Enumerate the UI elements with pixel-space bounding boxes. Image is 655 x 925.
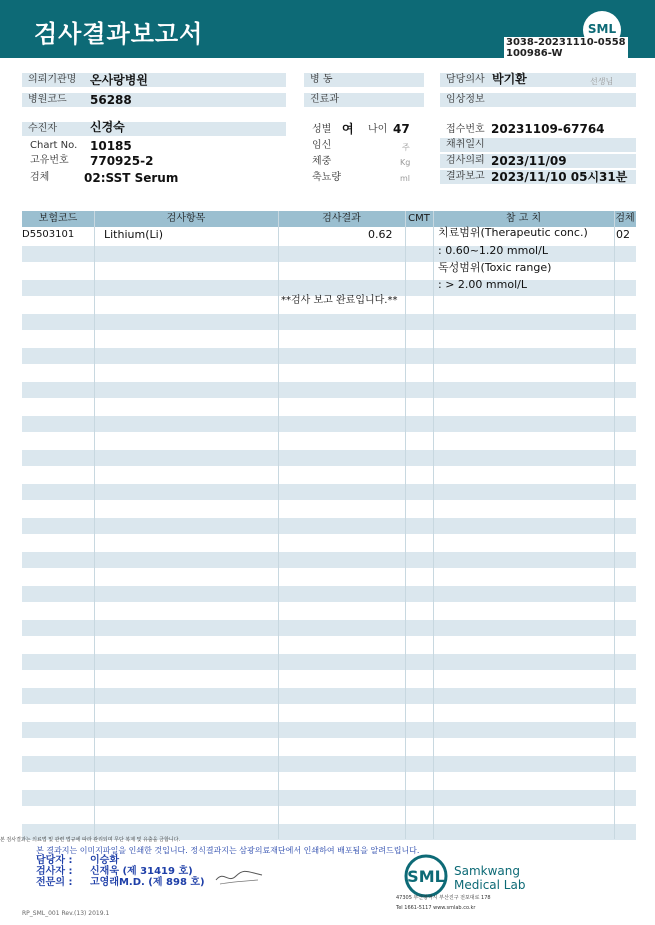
th-result: 검사결과 bbox=[322, 213, 361, 224]
table-row bbox=[22, 586, 636, 602]
requester-value: 온사랑병원 bbox=[90, 73, 148, 87]
row-insurance-code: D5503101 bbox=[22, 229, 75, 240]
collect-label: 채취일시 bbox=[446, 139, 485, 150]
table-row bbox=[22, 552, 636, 568]
age-label: 나이 bbox=[368, 124, 388, 135]
examiner-value: 신재욱 (제 31419 호) bbox=[90, 866, 193, 877]
clinical-info-label: 임상정보 bbox=[446, 94, 485, 105]
table-row bbox=[22, 382, 636, 398]
doc-no-line-2: 100986-W bbox=[506, 48, 563, 59]
sml-logo-text: SML bbox=[587, 22, 617, 36]
sex-label: 성별 bbox=[312, 124, 332, 135]
dept-row bbox=[304, 93, 424, 107]
report-complete-message: **검사 보고 완료입니다.** bbox=[281, 295, 398, 306]
table-row bbox=[22, 654, 636, 670]
uid-value: 770925-2 bbox=[90, 154, 154, 168]
table-row bbox=[22, 518, 636, 534]
specialist-label: 전문의 : bbox=[36, 877, 73, 888]
weight-label: 체중 bbox=[312, 156, 332, 167]
doc-no-line-1: 3038-20231110-0558 bbox=[506, 37, 626, 48]
column-divider bbox=[405, 211, 406, 839]
examiner-label: 검사자 : bbox=[36, 866, 73, 877]
column-divider bbox=[94, 211, 95, 839]
doctor-suffix: 선생님 bbox=[590, 77, 614, 86]
form-number: RP_SML_001 Rev.(13) 2019.1 bbox=[22, 910, 110, 917]
weight-unit: Kg bbox=[400, 158, 411, 167]
receipt-value: 20231109-67764 bbox=[491, 122, 605, 136]
th-cmt: CMT bbox=[408, 213, 430, 224]
urine-label: 축뇨량 bbox=[312, 172, 341, 183]
receipt-label: 접수번호 bbox=[446, 124, 485, 135]
signature-scribble-icon bbox=[214, 866, 264, 888]
requester-row bbox=[22, 73, 286, 87]
dept-label: 진료과 bbox=[310, 94, 339, 105]
table-row bbox=[22, 756, 636, 772]
pregnancy-label: 임신 bbox=[312, 140, 332, 151]
chart-label: Chart No. bbox=[30, 140, 78, 151]
tiny-notice: 본 검사결과는 의료법 및 관련 법규에 따라 관리되며 무단 복제 및 유출을 금합니다. bbox=[0, 837, 181, 843]
ward-row bbox=[304, 73, 424, 87]
report-label: 결과보고 bbox=[446, 171, 485, 182]
th-insurance-code: 보험코드 bbox=[38, 213, 78, 224]
table-row bbox=[22, 722, 636, 738]
th-test-item: 검사항목 bbox=[166, 213, 206, 224]
doctor-label: 담당의사 bbox=[446, 74, 485, 85]
request-value: 2023/11/09 bbox=[491, 154, 567, 168]
column-divider bbox=[278, 211, 279, 839]
table-row bbox=[22, 620, 636, 636]
hospital-code-row bbox=[22, 93, 286, 107]
column-divider bbox=[433, 211, 434, 839]
collect-row bbox=[440, 138, 636, 152]
sex-value: 여 bbox=[342, 122, 354, 136]
patient-value: 신경숙 bbox=[90, 120, 125, 134]
page-title: 검사결과보고서 bbox=[34, 20, 204, 48]
chart-value: 10185 bbox=[90, 139, 132, 153]
document-number bbox=[504, 37, 628, 59]
age-value: 47 bbox=[393, 122, 410, 136]
table-row bbox=[22, 790, 636, 806]
doctor-value: 박기환 bbox=[492, 72, 527, 86]
row-specimen: 02 bbox=[616, 228, 630, 241]
specialist-value: 고영래M.D. (제 898 호) bbox=[90, 877, 205, 888]
hospital-code-label: 병원코드 bbox=[28, 94, 67, 105]
clinical-info-row bbox=[440, 93, 636, 107]
ward-label: 병 동 bbox=[310, 74, 333, 85]
patient-label: 수진자 bbox=[28, 123, 57, 134]
manager-value: 이승화 bbox=[90, 855, 119, 866]
lab-address: 47305 부산광역시 부산진구 전포대로 178 bbox=[396, 895, 491, 901]
table-row bbox=[22, 416, 636, 432]
image-notice: 본 결과지는 이미지파일을 인쇄한 것입니다. 정식결과지는 삼광의료재단에서 인쇄하여 배포됨을 알려드립니다. bbox=[36, 846, 420, 855]
patient-row bbox=[22, 122, 286, 136]
ref-line-4: : > 2.00 mmol/L bbox=[438, 278, 527, 291]
request-label: 검사의뢰 bbox=[446, 155, 485, 166]
requester-label: 의뢰기관명 bbox=[28, 74, 77, 85]
table-row bbox=[22, 688, 636, 704]
hospital-code-value: 56288 bbox=[90, 93, 132, 107]
row-test-item: Lithium(Li) bbox=[104, 228, 163, 241]
table-row bbox=[22, 314, 636, 330]
table-row bbox=[22, 450, 636, 466]
ref-line-1: 치료범위(Therapeutic conc.) bbox=[438, 226, 588, 239]
table-row bbox=[22, 348, 636, 364]
ref-line-3: 독성범위(Toxic range) bbox=[438, 261, 552, 274]
manager-label: 담당자 : bbox=[36, 855, 73, 866]
th-specimen: 검체 bbox=[615, 213, 635, 224]
report-value: 2023/11/10 05시31분 bbox=[491, 170, 628, 184]
specimen-label: 검체 bbox=[30, 172, 50, 183]
uid-label: 고유번호 bbox=[30, 155, 69, 166]
ref-line-2: : 0.60~1.20 mmol/L bbox=[438, 244, 548, 257]
th-reference: 참 고 치 bbox=[505, 213, 542, 224]
column-divider bbox=[614, 211, 615, 839]
table-row bbox=[22, 484, 636, 500]
lab-name-line-1: Samkwang bbox=[454, 864, 520, 878]
sml-footer-logo-text: SML bbox=[407, 867, 445, 886]
row-result: 0.62 bbox=[368, 228, 393, 241]
urine-unit: ml bbox=[400, 174, 411, 183]
specimen-value: 02:SST Serum bbox=[84, 171, 179, 185]
lab-contact: Tel 1661-5117 www.smlab.co.kr bbox=[396, 905, 476, 911]
pregnancy-unit: 주 bbox=[402, 143, 410, 152]
lab-name-line-2: Medical Lab bbox=[454, 878, 526, 892]
